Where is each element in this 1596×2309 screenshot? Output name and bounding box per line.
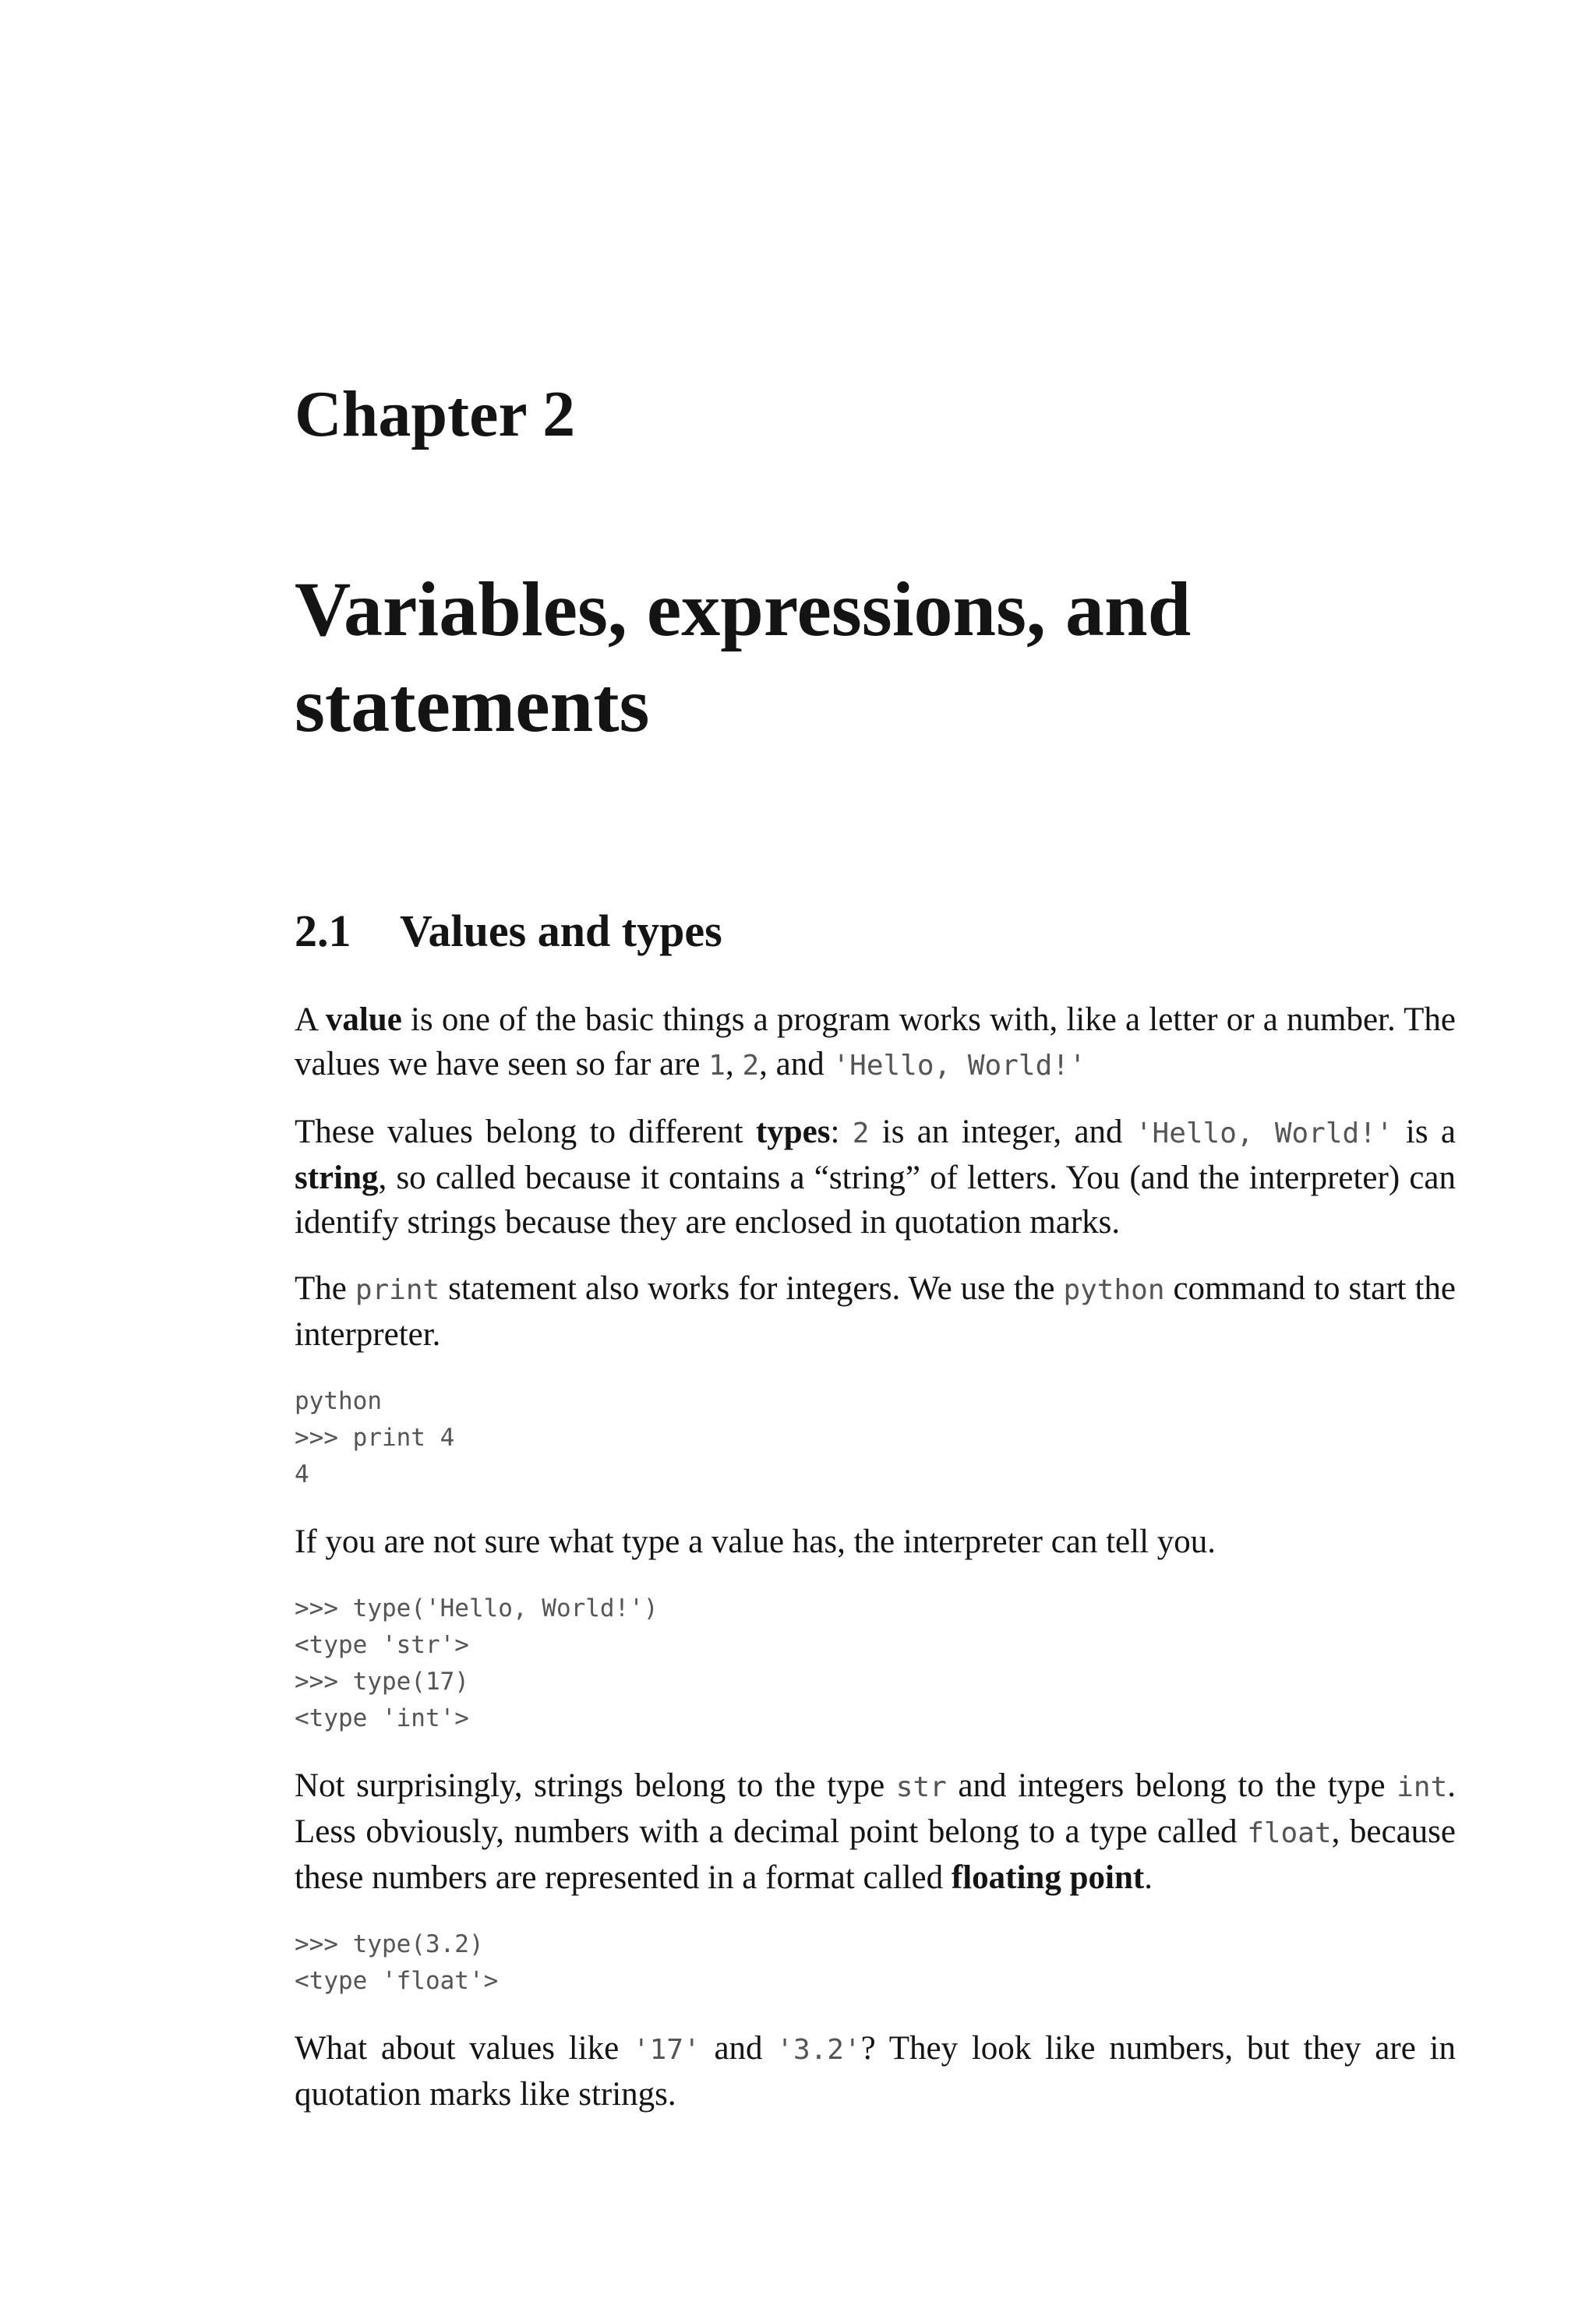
code-line: 4 (295, 1460, 309, 1488)
text-run: is one of the basic things a program works with, like a letter or a number. The values we have seen so far are (295, 1001, 1456, 1082)
section-title: Values and types (400, 906, 722, 956)
text-run: and integers belong to the type (946, 1767, 1397, 1804)
inline-code: 2 (852, 1117, 870, 1149)
chapter-title-line-2: statements (295, 662, 650, 748)
inline-code: 'Hello, World!' (1135, 1117, 1393, 1149)
inline-code: 'Hello, World!' (832, 1050, 1086, 1082)
paragraph-str-int-float (295, 1764, 1456, 1900)
code-line: >>> type(17) (295, 1668, 469, 1696)
code-line: >>> type(3.2) (295, 1930, 484, 1958)
text-run: , (725, 1046, 743, 1082)
code-line: <type 'float'> (295, 1967, 499, 1995)
text-run: These values belong to different (295, 1114, 756, 1150)
inline-code: 2 (742, 1050, 760, 1082)
text-run: , and (759, 1046, 833, 1082)
text-run: Not surprisingly, strings belong to the type (295, 1767, 896, 1804)
paragraph-types (295, 1110, 1456, 1245)
text-run: ? They look like numbers, but they are in quotation marks like strings. (295, 2030, 1456, 2113)
code-block-print (295, 1383, 1456, 1493)
text-run: and (700, 2030, 777, 2067)
code-block-type (295, 1591, 1456, 1737)
section-heading (295, 906, 722, 956)
inline-code: python (1063, 1274, 1165, 1306)
term-floating-point: floating point (951, 1859, 1145, 1896)
text-run: is an integer, and (869, 1114, 1135, 1150)
text-run: is a (1393, 1114, 1456, 1150)
text-run: : (830, 1114, 853, 1150)
text-run: A (295, 1001, 326, 1038)
chapter-label: Chapter 2 (295, 378, 576, 450)
text-run: What about values like (295, 2030, 633, 2067)
text-run: . Less obviously, numbers with a decimal point belong to a type called (295, 1767, 1456, 1850)
paragraph-quoted-numbers (295, 2026, 1456, 2117)
text-run: . (1144, 1859, 1153, 1896)
term-string: string (295, 1160, 379, 1196)
code-line: >>> print 4 (295, 1424, 455, 1452)
code-line: <type 'str'> (295, 1631, 469, 1659)
inline-code: str (895, 1771, 947, 1803)
chapter-title (295, 561, 1456, 753)
term-types: types (755, 1114, 831, 1150)
inline-code: '3.2' (776, 2034, 861, 2066)
inline-code: 1 (708, 1050, 726, 1082)
paragraph-value-definition (295, 997, 1456, 1088)
code-line: >>> type('Hello, World!') (295, 1594, 659, 1622)
text-run: The (295, 1270, 355, 1307)
section-number: 2.1 (295, 906, 351, 956)
text-run: , because these numbers are represented in a format called (295, 1813, 1457, 1896)
inline-code: int (1396, 1771, 1448, 1803)
inline-code: '17' (632, 2034, 701, 2066)
paragraph-print-statement (295, 1266, 1456, 1357)
text-run: statement also works for integers. We use the (440, 1270, 1064, 1307)
inline-code: print (355, 1274, 440, 1306)
text-run: , so called because it contains a “string” of letters. You (and the interpreter) can identify strings because they are enclosed in quotation marks. (295, 1160, 1456, 1241)
inline-code: float (1247, 1817, 1332, 1849)
text-run: If you are not sure what type a value has, the interpreter can tell you. (295, 1523, 1216, 1560)
section-content (295, 997, 1456, 2117)
code-line: <type 'int'> (295, 1704, 469, 1732)
chapter-title-line-1: Variables, expressions, and (295, 566, 1192, 652)
paragraph-type-question (295, 1520, 1456, 1564)
code-block-float (295, 1926, 1456, 2000)
text-run: command to start the interpreter. (295, 1270, 1456, 1353)
code-line: python (295, 1387, 382, 1415)
term-value: value (325, 1001, 402, 1038)
